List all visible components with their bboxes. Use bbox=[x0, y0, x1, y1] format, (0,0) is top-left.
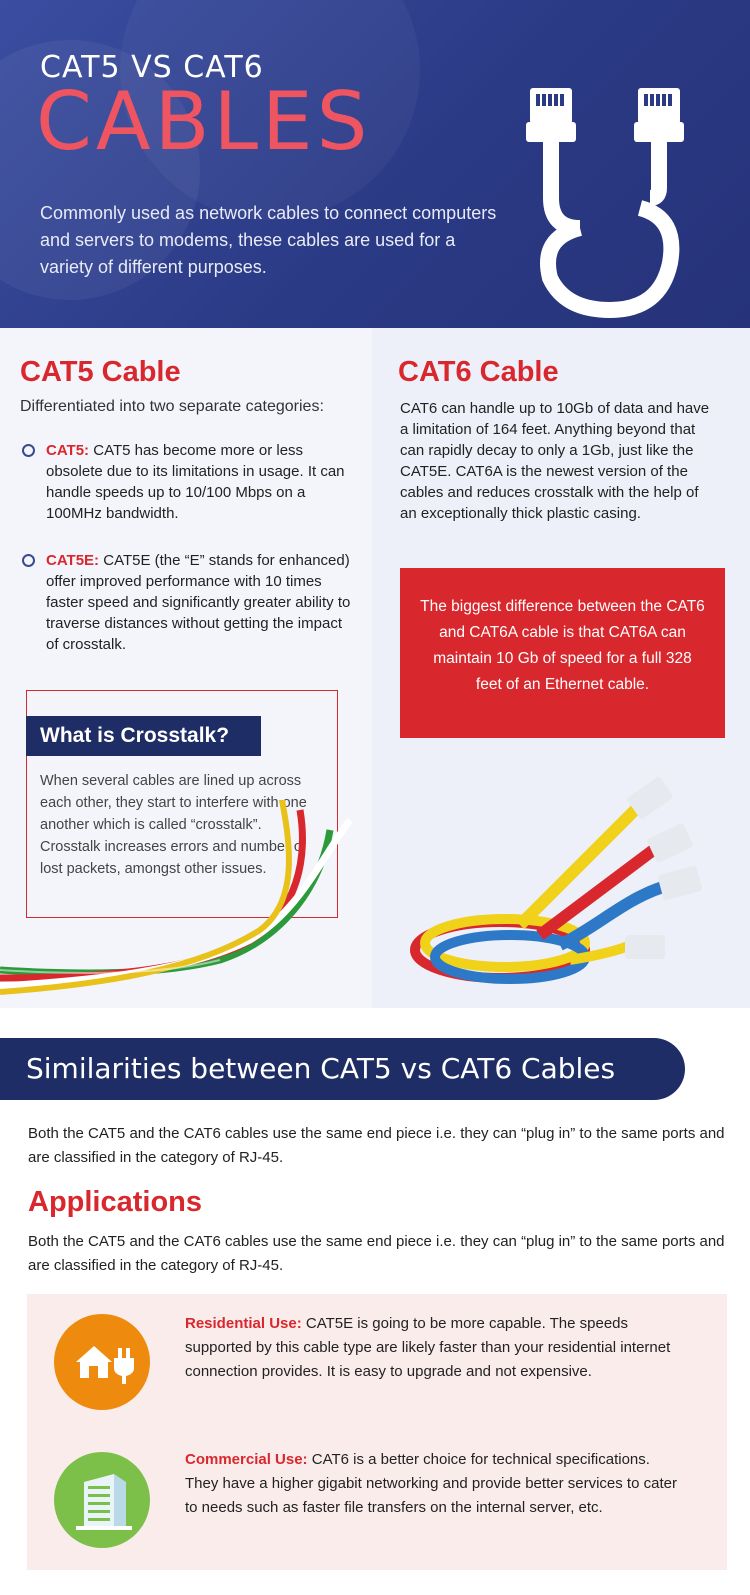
title-big: CABLES bbox=[36, 75, 372, 168]
title-small: CAT5 VS CAT6 bbox=[40, 50, 264, 85]
item-key: CAT5: bbox=[46, 442, 90, 459]
commercial-use-text bbox=[185, 1448, 685, 1520]
house-plug-icon bbox=[54, 1314, 150, 1410]
similarities-text: Both the CAT5 and the CAT6 cables use the same end piece i.e. they can “plug in” to the same ports and are classified in the category of RJ-45. bbox=[28, 1125, 725, 1166]
cat5-subtitle: Differentiated into two separate categories: bbox=[20, 398, 324, 415]
circle-bullet-icon bbox=[22, 554, 35, 567]
cat6-highlight-box: The biggest difference between the CAT6 and CAT6A cable is that CAT6A can maintain 10 Gb of speed for a full 328 feet of an Ethernet cable. bbox=[400, 568, 725, 738]
list-item bbox=[22, 440, 352, 524]
similarities-title: Similarities between CAT5 vs CAT6 Cables bbox=[26, 1052, 616, 1085]
residential-use-text bbox=[185, 1312, 685, 1384]
hero-banner bbox=[0, 0, 750, 328]
use-key: Commercial Use: bbox=[185, 1451, 308, 1468]
cat5-title: CAT5 Cable bbox=[20, 356, 181, 388]
intro-text: Commonly used as network cables to connect computers and servers to modems, these cables are used for a variety of different purposes. bbox=[40, 203, 497, 277]
similarities-banner bbox=[0, 1038, 685, 1100]
circle-bullet-icon bbox=[22, 444, 35, 457]
ethernet-cable-icon bbox=[520, 78, 700, 318]
office-building-icon bbox=[54, 1452, 150, 1548]
list-item bbox=[22, 550, 352, 655]
twisted-cables-image bbox=[0, 800, 380, 1010]
cat6-title: CAT6 Cable bbox=[398, 356, 559, 388]
use-description: CAT6 is a better choice for technical specifications. They have a higher gigabit networking and provide better services to cater to needs such as faster file transfers on the internal server, etc. bbox=[185, 1451, 677, 1516]
patch-cables-image bbox=[410, 775, 710, 995]
use-key: Residential Use: bbox=[185, 1315, 302, 1332]
item-text: CAT5 has become more or less obsolete due to its limitations in usage. It can handle speeds up to 10/100 Mbps on a 100MHz bandwidth. bbox=[46, 442, 345, 522]
applications-title: Applications bbox=[28, 1186, 203, 1218]
commercial-use-row bbox=[27, 1430, 727, 1570]
residential-use-row bbox=[27, 1294, 727, 1430]
cat6-text: CAT6 can handle up to 10Gb of data and have a limitation of 164 feet. Anything beyond that can rapidly decay to only a 1Gb, just like the CAT5E. CAT6A is the newest version of the cables and reduces crosstalk with the help of an exceptionally thick plastic casing. bbox=[400, 400, 710, 522]
item-key: CAT5E: bbox=[46, 552, 100, 569]
crosstalk-title: What is Crosstalk? bbox=[26, 716, 261, 756]
crosstalk-text: When several cables are lined up across each other, they start to interfere with one another which is called “crosstalk”. Crosstalk increases errors and number of lost packets, amongst other issues. bbox=[40, 773, 307, 877]
applications-text: Both the CAT5 and the CAT6 cables use the same end piece i.e. they can “plug in” to the same ports and are classified in the category of RJ-45. bbox=[28, 1233, 725, 1274]
item-text: CAT5E (the “E” stands for enhanced) offer improved performance with 10 times faster speed and significantly greater ability to traverse distances without getting the impact of crosstalk. bbox=[46, 552, 351, 653]
use-description: CAT5E is going to be more capable. The speeds supported by this cable type are likely faster than your residential internet connection provides. It is easy to upgrade and not expensive. bbox=[185, 1315, 671, 1380]
